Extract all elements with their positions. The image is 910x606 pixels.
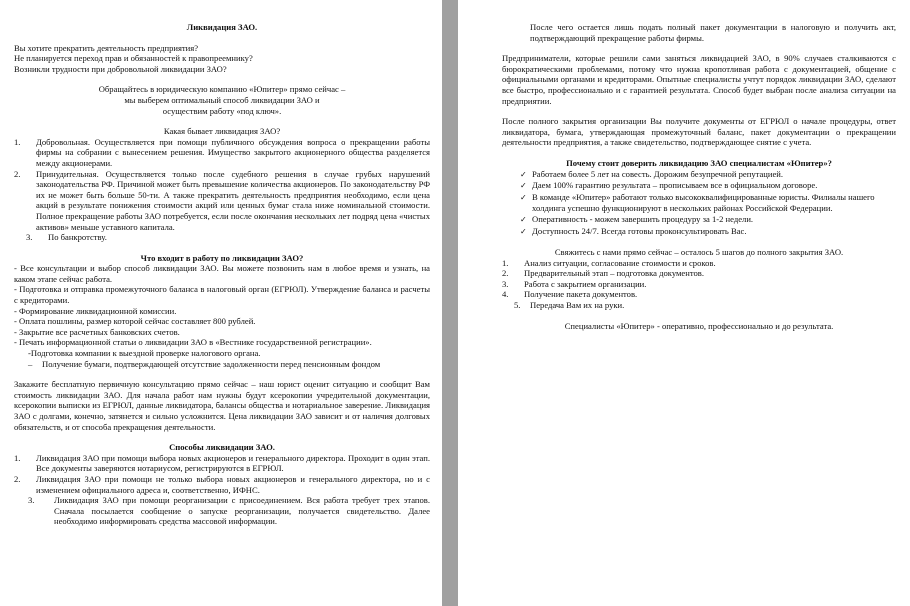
right-top-paragraph: После чего остается лишь подать полный пакет документации в налоговую и получить акт, подтверждающий прекращение работы фирмы. xyxy=(530,22,896,43)
intro-line-2: Не планируется переход прав и обязанностей к правопреемнику? xyxy=(14,53,253,64)
slogan-line: Специалисты «Юпитер» - оперативно, профессионально и до результата. xyxy=(564,320,834,331)
document-page-right xyxy=(458,0,910,606)
check-icon: ✓ xyxy=(520,192,527,202)
why-item-5: ✓ Доступность 24/7. Всегда готовы проконсультировать Вас. xyxy=(520,225,747,236)
types-item-3: 3. По банкротству. xyxy=(26,232,107,243)
step-2: 2. Предварительный этап – подготовка документов. xyxy=(502,268,704,279)
work-item-6: - Печать информационной статьи о ликвидации ЗАО в «Вестнике государственной регистрации». xyxy=(14,337,372,348)
work-title: Что входит в работу по ликвидации ЗАО? xyxy=(140,252,304,263)
check-icon: ✓ xyxy=(520,181,527,191)
ways-title: Способы ликвидации ЗАО. xyxy=(169,442,275,453)
step-5: 5. Передача Вам их на руки. xyxy=(514,300,625,311)
after-paragraph: После полного закрытия организации Вы получите документы от ЕГРЮЛ о начале процедуры, ответ ликвидатора, бумага, утверждающая промежуточный баланс, пакет документации о прекращении деятельности предприятия, а также свидетельство, подтверждающее снятие с учета. xyxy=(502,116,896,148)
why-item-4: ✓ Оперативность - можем завершить процедуру за 1-2 недели. xyxy=(520,213,754,224)
types-title: Какая бывает ликвидация ЗАО? xyxy=(163,126,281,137)
step-1: 1. Анализ ситуации, согласование стоимости и сроков. xyxy=(502,257,716,268)
document-page-left xyxy=(0,0,442,606)
page-gap xyxy=(442,0,458,606)
types-item-2: 2. Принудительная. Осуществляется только после судебного решения в случае грубых нарушений законодательства РФ. Причиной может быть превышение количества акционеров. По законодательству РФ их не может быть больше 50-ти. А также прекратить деятельность предприятия необходимо, если цена акций в результате понижения стоимости акций или ценных бумаг стала ниже номинальной стоимости. Полное прекращение работы ЗАО потребуется, если после окончания нескольких лет подряд цена «чистых активов» меньше уставного капитала. xyxy=(14,168,430,232)
offer-line-3: осуществим работу «под ключ». xyxy=(162,105,282,116)
types-item-1: 1. Добровольная. Осуществляется при помощи публичного обсуждения вопроса о прекращении работы фирмы на собрании с вынесением решения. Имущество закрытого акционерного общества разделяется между акционерами. xyxy=(14,136,430,168)
step-3: 3. Работа с закрытием организации. xyxy=(502,278,647,289)
check-icon: ✓ xyxy=(520,226,527,236)
check-icon: ✓ xyxy=(520,169,527,179)
ways-item-1: 1. Ликвидация ЗАО при помощи выбора новых акционеров и генерального директора. Проходит в один этап. Все документы заверяются нотариусом, регистрируются в ЕГРЮЛ. xyxy=(14,452,430,474)
ways-item-2: 2. Ликвидация ЗАО при помощи не только выбора новых акционеров и генерального директора, но и с изменением официального адреса и, соответственно, ИФНС. xyxy=(14,473,430,495)
why-item-2: ✓ Даем 100% гарантию результата – прописываем все в официальном договоре. xyxy=(520,180,818,191)
offer-line-1: Обращайтесь в юридическую компанию «Юпитер» прямо сейчас – xyxy=(98,84,346,95)
work-item-3: - Формирование ликвидационной комиссии. xyxy=(14,305,177,316)
intro-line-1: Вы хотите прекратить деятельность предприятия? xyxy=(14,42,199,53)
work-item-5: - Закрытие все расчетных банковских счетов. xyxy=(14,326,180,337)
order-paragraph: Закажите бесплатную первичную консультацию прямо сейчас – наш юрист оценит ситуацию и сообщит Вам стоимость ликвидации ЗАО. Для начала работ нам нужны будут ксерокопии учредительной документации, ксерокопии выписки из ЕГРЮЛ, данные ликвидатора, балансы общества и нотариальное заверение. Ликвидация ЗАО с долгами, конечно, затянется и сильно усложнится. Цена ликвидации ЗАО зависит и от наличия долговых обязательств, и от способа прекращения деятельности. xyxy=(14,379,430,432)
why-title: Почему стоит доверить ликвидацию ЗАО специалистам «Юпитер»? xyxy=(566,157,832,168)
work-item-8: – Получение бумаги, подтверждающей отсутствие задолженности перед пенсионным фондом xyxy=(28,358,381,369)
left-title: Ликвидация ЗАО. xyxy=(186,22,258,32)
work-item-7: -Подготовка компании к выездной проверке налогового органа. xyxy=(28,348,261,359)
why-item-1: ✓ Работаем более 5 лет на совесть. Дорожим безупречной репутацией. xyxy=(520,168,784,179)
offer-line-2: мы выберем оптимальный способ ликвидации ЗАО и xyxy=(124,94,320,105)
contact-line: Свяжитесь с нами прямо сейчас – осталось 5 шагов до полного закрытия ЗАО. xyxy=(554,247,844,258)
intro-line-3: Возникли трудности при добровольной ликвидации ЗАО? xyxy=(14,63,227,74)
step-4: 4. Получение пакета документов. xyxy=(502,289,638,300)
check-icon: ✓ xyxy=(520,214,527,224)
why-item-3: ✓ В команде «Юпитер» работают только высококвалифицированные юристы. Филиалы нашего холдинга успешно функционируют в нескольких районах Российской Федерации. xyxy=(520,191,875,214)
entrepreneurs-paragraph: Предприниматели, которые решили сами заняться ликвидацией ЗАО, в 90% случаев сталкиваются с бюрократическими проблемами, потому что нужна кропотливая работа с документацией, общение с официальными органами и кредиторами. Опытные специалисты учтут порядок ликвидации ЗАО, сделают все быстро, профессионально и с гарантией результата. Способ будет выбран после анализа ситуации на предприятии. xyxy=(502,53,896,106)
ways-item-3: 3. Ликвидация ЗАО при помощи реорганизации с присоединением. Вся работа требует трех этапов. Сначала посылается сообщение о запуске реорганизации, получается свидетельство. Далее необходимо информировать средства массовой информации. xyxy=(28,495,430,527)
work-item-4: - Оплата пошлины, размер которой сейчас составляет 800 рублей. xyxy=(14,316,256,327)
work-item-1: - Все консультации и выбор способ ликвидации ЗАО. Вы можете позвонить нам в любое время и узнать, на каком этапе сейчас работа. xyxy=(14,263,430,284)
work-item-2: - Подготовка и отправка промежуточного баланса в налоговый орган (ЕГРЮЛ). Утверждение баланса и расчеты с кредиторами. xyxy=(14,284,430,306)
